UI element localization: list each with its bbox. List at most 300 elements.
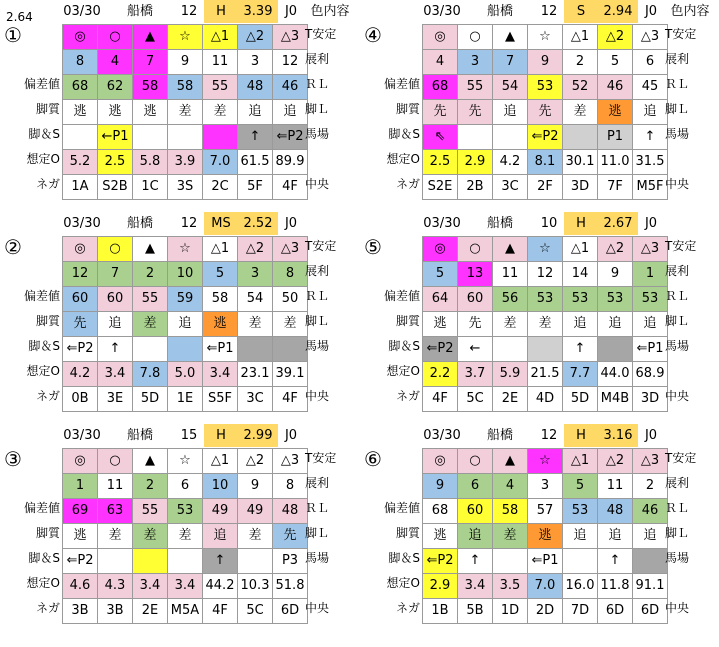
extra-label <box>665 424 715 447</box>
grid-cell: 7 <box>493 50 528 75</box>
grid-cell: 5.2 <box>63 150 98 175</box>
grid-cell: ☆ <box>528 237 563 262</box>
row-label-left: 脚質 <box>35 526 60 540</box>
grid-cell: 56 <box>493 287 528 312</box>
grid-cell: 7 <box>133 50 168 75</box>
grid-cell: 7.7 <box>563 362 598 387</box>
grid-cell <box>563 549 598 574</box>
race-number: ① <box>4 23 22 47</box>
race-score: 2.99 <box>238 424 278 447</box>
track-name: 船橋 <box>486 216 513 231</box>
grid-cell: ⇐P2 <box>423 549 458 574</box>
grid-cell: 差 <box>133 312 168 337</box>
jo-label: J0 <box>284 428 298 443</box>
grid-cell: 54 <box>493 75 528 100</box>
grid-cell: 2D <box>528 599 563 624</box>
row-label-left: ネガ <box>35 601 60 615</box>
style-row <box>63 524 308 549</box>
deviation-row <box>423 287 668 312</box>
grid-cell: 6D <box>598 599 633 624</box>
grid-cell: 3.9 <box>168 150 203 175</box>
race-panel <box>360 0 710 200</box>
grid-cell: 2 <box>563 50 598 75</box>
mark-row <box>423 25 668 50</box>
grid-cell: 13 <box>458 262 493 287</box>
odds-row <box>63 362 308 387</box>
grid-cell <box>133 125 168 150</box>
nega-row <box>423 175 668 200</box>
grid-cell <box>458 125 493 150</box>
row-label-right: T安定 <box>305 27 337 41</box>
grid-cell: 2 <box>133 262 168 287</box>
grid-cell: ▲ <box>493 449 528 474</box>
deviation-row <box>63 499 308 524</box>
grid-cell: ←P1 <box>98 125 133 150</box>
race-number: ⑥ <box>364 447 382 471</box>
grid-cell: 3B <box>98 599 133 624</box>
grid-cell: 5B <box>458 599 493 624</box>
row-label-left: 脚＆S <box>388 339 420 353</box>
grid-cell: 2E <box>493 387 528 412</box>
grid-cell: ↑ <box>633 125 668 150</box>
panel-header <box>0 424 350 447</box>
odds-row <box>423 362 668 387</box>
grid-cell: 2.9 <box>458 150 493 175</box>
grid-cell: ⇐P1 <box>203 337 238 362</box>
row-label-right: 馬場 <box>305 339 330 353</box>
grid-cell: 追 <box>273 100 308 125</box>
grid-cell: 11 <box>203 50 238 75</box>
grid-cell: ◎ <box>63 25 98 50</box>
grid-cell <box>168 549 203 574</box>
grid-cell: 4.2 <box>493 150 528 175</box>
odds-row <box>423 574 668 599</box>
grid-cell: ○ <box>458 449 493 474</box>
grid-cell: 5D <box>133 387 168 412</box>
grid-cell: 11.8 <box>598 574 633 599</box>
deviation-row <box>63 287 308 312</box>
jo-label: J0 <box>284 4 298 19</box>
grid-cell: 追 <box>458 524 493 549</box>
grid-cell: 4.3 <box>98 574 133 599</box>
grid-cell <box>273 337 308 362</box>
grid-cell: ○ <box>458 237 493 262</box>
grid-cell: 3.4 <box>203 362 238 387</box>
row-label-right: 馬場 <box>665 127 690 141</box>
tan-row <box>423 50 668 75</box>
grid-cell: 55 <box>133 499 168 524</box>
grid-cell: 3.4 <box>98 362 133 387</box>
field-count: 12 <box>540 4 558 19</box>
extra-label <box>305 212 355 235</box>
grid-cell: 2F <box>528 175 563 200</box>
grid-cell: 53 <box>633 287 668 312</box>
race-date: 03/30 <box>423 216 461 231</box>
grid-cell: 4F <box>273 387 308 412</box>
nega-row <box>63 175 308 200</box>
row-label-right: 中央 <box>305 389 330 403</box>
jo-label: J0 <box>644 216 658 231</box>
grid-cell: 3E <box>98 387 133 412</box>
race-score: 3.16 <box>598 424 638 447</box>
grid-cell: 3 <box>238 262 273 287</box>
grid-cell: 5 <box>203 262 238 287</box>
grid-cell <box>493 125 528 150</box>
grid-cell: 4D <box>528 387 563 412</box>
grid-cell: 59 <box>168 287 203 312</box>
grid-cell: 2B <box>458 175 493 200</box>
grid-cell: 11 <box>493 262 528 287</box>
grid-cell: 先 <box>458 312 493 337</box>
grid-cell: 39.1 <box>273 362 308 387</box>
grid-cell: ▲ <box>493 25 528 50</box>
grid-cell: 5.8 <box>133 150 168 175</box>
race-panel <box>360 424 710 624</box>
legs-row <box>423 549 668 574</box>
grid-cell: ○ <box>98 25 133 50</box>
grid-cell: ⇐P1 <box>633 337 668 362</box>
grid-cell <box>493 549 528 574</box>
grid-cell: 差 <box>563 100 598 125</box>
grid-cell <box>63 125 98 150</box>
row-label-right: 馬場 <box>665 339 690 353</box>
row-label-left: 脚＆S <box>28 551 60 565</box>
grid-cell: 58 <box>133 75 168 100</box>
grid-cell: 先 <box>423 100 458 125</box>
grid-cell: 49 <box>238 499 273 524</box>
grid-cell: △3 <box>633 449 668 474</box>
grid-cell: 7D <box>563 599 598 624</box>
grid-cell: M4B <box>598 387 633 412</box>
legs-row <box>63 125 308 150</box>
grid-cell: 55 <box>203 75 238 100</box>
grid-cell: 3D <box>563 175 598 200</box>
field-count: 10 <box>540 216 558 231</box>
grid-cell: ⇐P2 <box>63 337 98 362</box>
grid-cell: 3.4 <box>458 574 493 599</box>
race-panel <box>0 424 350 624</box>
grid-cell <box>168 337 203 362</box>
grid-cell: 60 <box>98 287 133 312</box>
grid-cell: ▲ <box>493 237 528 262</box>
panel-header <box>360 0 710 23</box>
grid-cell: 先 <box>273 524 308 549</box>
race-number: ④ <box>364 23 382 47</box>
grid-cell: 49 <box>203 499 238 524</box>
deviation-row <box>423 75 668 100</box>
grid-cell: 46 <box>598 75 633 100</box>
row-label-left: 偏差値 <box>383 77 420 91</box>
grid-cell: 91.1 <box>633 574 668 599</box>
grid-cell: 1B <box>423 599 458 624</box>
grid-cell: 2 <box>133 474 168 499</box>
class-badge: H <box>204 0 238 23</box>
grid-cell: 6D <box>633 599 668 624</box>
grid-cell: 追 <box>493 100 528 125</box>
grid-cell: 61.5 <box>238 150 273 175</box>
grid-cell <box>528 337 563 362</box>
style-row <box>63 100 308 125</box>
grid-cell: 3 <box>458 50 493 75</box>
row-label-left: 脚質 <box>395 526 420 540</box>
grid-cell: 逃 <box>203 312 238 337</box>
row-label-right: 展利 <box>665 264 690 278</box>
legs-row <box>423 337 668 362</box>
grid-cell: 21.5 <box>528 362 563 387</box>
grid-cell: ⇐P2 <box>273 125 308 150</box>
grid-cell: 63 <box>98 499 133 524</box>
grid-cell: 差 <box>203 100 238 125</box>
row-label-right: ＲＬ <box>665 501 690 515</box>
grid-cell: 5.0 <box>168 362 203 387</box>
grid-cell: 8 <box>273 262 308 287</box>
grid-cell: 5F <box>238 175 273 200</box>
row-label-left: 偏差値 <box>383 501 420 515</box>
field-count: 15 <box>180 428 198 443</box>
grid-cell: 11 <box>98 474 133 499</box>
grid-cell: 追 <box>598 312 633 337</box>
mark-row <box>423 237 668 262</box>
grid-cell: 6 <box>458 474 493 499</box>
grid-cell: 44.2 <box>203 574 238 599</box>
grid-cell: ☆ <box>528 25 563 50</box>
grid-cell: 5C <box>238 599 273 624</box>
grid-cell: 7.8 <box>133 362 168 387</box>
grid-cell <box>238 337 273 362</box>
grid-cell: S5F <box>203 387 238 412</box>
field-count: 12 <box>180 4 198 19</box>
race-date: 03/30 <box>63 4 101 19</box>
legs-row <box>63 549 308 574</box>
row-label-left: 脚質 <box>395 102 420 116</box>
grid-cell: 31.5 <box>633 150 668 175</box>
grid-cell: ↑ <box>203 549 238 574</box>
grid-cell: 1 <box>633 262 668 287</box>
style-row <box>423 312 668 337</box>
grid-cell: 7 <box>98 262 133 287</box>
deviation-row <box>423 499 668 524</box>
grid-cell: 53 <box>563 287 598 312</box>
class-badge: MS <box>204 212 238 235</box>
grid-cell: 68 <box>63 75 98 100</box>
track-name: 船橋 <box>486 428 513 443</box>
grid-cell: △2 <box>598 25 633 50</box>
grid-cell: 8 <box>273 474 308 499</box>
grid-cell: 44.0 <box>598 362 633 387</box>
grid-cell: 89.9 <box>273 150 308 175</box>
grid-cell: 先 <box>528 100 563 125</box>
grid-cell: ☆ <box>168 237 203 262</box>
grid-cell <box>493 337 528 362</box>
grid-cell: ↑ <box>458 549 493 574</box>
grid-cell: 55 <box>458 75 493 100</box>
row-label-right: 展利 <box>665 52 690 66</box>
extra-label <box>305 424 355 447</box>
grid-cell: ○ <box>458 25 493 50</box>
grid-cell: ▲ <box>133 449 168 474</box>
mark-row <box>423 449 668 474</box>
grid-cell: 14 <box>563 262 598 287</box>
grid-cell: 9 <box>423 474 458 499</box>
grid-cell: 53 <box>528 287 563 312</box>
row-label-left: ネガ <box>35 177 60 191</box>
extra-label: 色内容 <box>670 4 710 19</box>
row-label-left: ネガ <box>395 177 420 191</box>
grid-cell: 6D <box>273 599 308 624</box>
grid-cell: 48 <box>598 499 633 524</box>
grid-cell: 1D <box>493 599 528 624</box>
row-label-right: T安定 <box>665 239 697 253</box>
row-label-right: 馬場 <box>305 127 330 141</box>
row-label-left: 偏差値 <box>23 77 60 91</box>
grid-cell: 追 <box>633 312 668 337</box>
row-label-left: 想定O <box>26 152 60 166</box>
grid-cell: △2 <box>598 449 633 474</box>
grid-cell: 53 <box>598 287 633 312</box>
grid-cell: 1A <box>63 175 98 200</box>
race-grid <box>62 236 308 412</box>
tan-row <box>63 50 308 75</box>
row-label-left: 偏差値 <box>23 289 60 303</box>
grid-cell: 4.2 <box>63 362 98 387</box>
track-name: 船橋 <box>126 216 153 231</box>
grid-cell: P1 <box>598 125 633 150</box>
style-row <box>63 312 308 337</box>
grid-cell: 追 <box>633 524 668 549</box>
class-badge: H <box>204 424 238 447</box>
grid-cell: 5C <box>458 387 493 412</box>
grid-cell <box>238 549 273 574</box>
grid-cell: 5D <box>563 387 598 412</box>
row-label-right: T安定 <box>305 239 337 253</box>
mark-row <box>63 237 308 262</box>
race-score: 2.67 <box>598 212 638 235</box>
grid-cell: 3S <box>168 175 203 200</box>
grid-cell: 差 <box>168 524 203 549</box>
grid-cell: 68.9 <box>633 362 668 387</box>
grid-cell: 9 <box>168 50 203 75</box>
grid-cell: 55 <box>133 287 168 312</box>
grid-cell: 逃 <box>63 524 98 549</box>
row-label-right: ＲＬ <box>665 77 690 91</box>
grid-cell: 4 <box>493 474 528 499</box>
grid-cell: 3.5 <box>493 574 528 599</box>
legs-row <box>423 125 668 150</box>
grid-cell: 逃 <box>63 100 98 125</box>
row-label-right: 中央 <box>305 177 330 191</box>
grid-cell: 5 <box>423 262 458 287</box>
style-row <box>423 524 668 549</box>
grid-cell: △1 <box>203 449 238 474</box>
row-label-left: 想定O <box>26 576 60 590</box>
grid-cell: ☆ <box>528 449 563 474</box>
grid-cell: 9 <box>528 50 563 75</box>
panel-header <box>0 0 350 23</box>
grid-cell: 46 <box>273 75 308 100</box>
grid-cell: 7.0 <box>203 150 238 175</box>
grid-cell: 53 <box>168 499 203 524</box>
grid-cell: ⇐P2 <box>423 337 458 362</box>
grid-cell: 9 <box>598 262 633 287</box>
grid-cell: 7.0 <box>528 574 563 599</box>
grid-cell: 差 <box>493 312 528 337</box>
race-grid <box>422 236 668 412</box>
row-label-right: 馬場 <box>665 551 690 565</box>
row-label-left: ネガ <box>395 601 420 615</box>
style-row <box>423 100 668 125</box>
grid-cell: 先 <box>63 312 98 337</box>
row-label-right: ＲＬ <box>305 501 330 515</box>
deviation-row <box>63 75 308 100</box>
grid-cell: 45 <box>633 75 668 100</box>
row-label-right: ＲＬ <box>305 77 330 91</box>
grid-cell: 追 <box>203 524 238 549</box>
grid-cell: 逃 <box>423 312 458 337</box>
race-panel <box>360 212 710 412</box>
grid-cell: 2.5 <box>98 150 133 175</box>
row-label-left: 脚＆S <box>28 339 60 353</box>
grid-cell: 4F <box>203 599 238 624</box>
row-label-right: ＲＬ <box>665 289 690 303</box>
grid-cell: 10 <box>203 474 238 499</box>
grid-cell: S2E <box>423 175 458 200</box>
grid-cell: ↑ <box>238 125 273 150</box>
grid-cell: P3 <box>273 549 308 574</box>
field-count: 12 <box>540 428 558 443</box>
panel-header <box>360 424 710 447</box>
row-label-right: 脚Ｌ <box>665 526 690 540</box>
row-label-right: 脚Ｌ <box>665 102 690 116</box>
grid-cell: 11 <box>598 474 633 499</box>
grid-cell <box>98 549 133 574</box>
row-label-left: 想定O <box>26 364 60 378</box>
grid-cell: 差 <box>493 524 528 549</box>
grid-cell: △2 <box>238 237 273 262</box>
grid-cell: 追 <box>563 312 598 337</box>
row-label-left: 脚質 <box>35 314 60 328</box>
grid-cell: S2B <box>98 175 133 200</box>
grid-cell: 2 <box>633 474 668 499</box>
grid-cell: 1C <box>133 175 168 200</box>
grid-cell: 12 <box>273 50 308 75</box>
grid-cell: ⇖ <box>423 125 458 150</box>
grid-cell: 3.4 <box>168 574 203 599</box>
row-label-right: 中央 <box>665 177 690 191</box>
grid-cell <box>598 337 633 362</box>
grid-cell: 5 <box>598 50 633 75</box>
top-value: 2.64 <box>6 10 33 24</box>
race-date: 03/30 <box>423 428 461 443</box>
row-label-right: T安定 <box>665 27 697 41</box>
row-label-left: 想定O <box>386 364 420 378</box>
race-grid <box>422 448 668 624</box>
grid-cell: ○ <box>98 449 133 474</box>
grid-cell: △1 <box>203 237 238 262</box>
extra-label: 色内容 <box>310 4 350 19</box>
grid-cell: 12 <box>63 262 98 287</box>
grid-cell: 23.1 <box>238 362 273 387</box>
grid-cell: 68 <box>423 75 458 100</box>
row-label-left: 脚質 <box>35 102 60 116</box>
grid-cell: 4 <box>423 50 458 75</box>
grid-cell: 2C <box>203 175 238 200</box>
grid-cell: 3 <box>238 50 273 75</box>
grid-cell: 3D <box>633 387 668 412</box>
grid-cell: ▲ <box>133 25 168 50</box>
grid-cell: 差 <box>238 312 273 337</box>
grid-cell: 逃 <box>598 100 633 125</box>
grid-cell: 8 <box>63 50 98 75</box>
